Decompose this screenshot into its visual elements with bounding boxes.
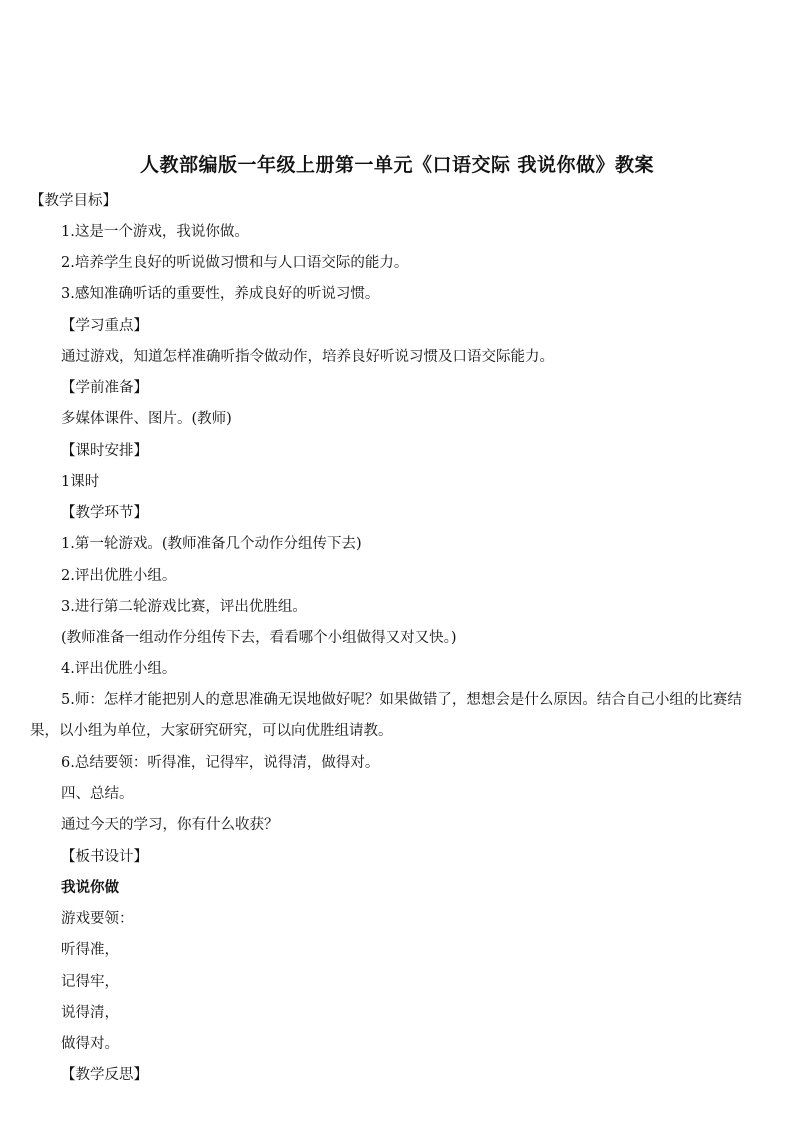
- board-line-2: 听得准，: [61, 942, 119, 958]
- step-item-6: 6.总结要领：听得准，记得牢，说得清，做得对。: [61, 755, 380, 771]
- preparation-text: 多媒体课件、图片。(教师): [61, 411, 232, 427]
- learning-focus-text: 通过游戏，知道怎样准确听指令做动作，培养良好听说习惯及口语交际能力。: [61, 349, 554, 365]
- board-line-3: 记得牢，: [61, 974, 119, 990]
- heading-summary: 四、总结。: [61, 786, 134, 802]
- summary-text: 通过今天的学习，你有什么收获？: [61, 817, 279, 833]
- document-title: 人教部编版一年级上册第一单元《口语交际 我说你做》教案: [139, 154, 655, 176]
- class-hours-text: 1课时: [61, 474, 100, 490]
- goal-item-2: 2.培养学生良好的听说做习惯和与人口语交际的能力。: [61, 255, 409, 271]
- goal-item-1: 1.这是一个游戏，我说你做。: [61, 224, 249, 240]
- board-line-1: 游戏要领：: [61, 911, 134, 927]
- heading-teaching-reflection: 【教学反思】: [61, 1067, 148, 1083]
- step-item-3-note: (教师准备一组动作分组传下去，看看哪个小组做得又对又快。): [61, 630, 457, 646]
- heading-class-hours: 【课时安排】: [61, 443, 148, 459]
- heading-teaching-goals: 【教学目标】: [30, 193, 117, 209]
- board-title: 我说你做: [61, 879, 119, 896]
- heading-board-design: 【板书设计】: [61, 849, 148, 865]
- step-item-4: 4.评出优胜小组。: [61, 661, 177, 677]
- board-line-4: 说得清，: [61, 1005, 119, 1021]
- step-item-1: 1.第一轮游戏。(教师准备几个动作分组传下去): [61, 536, 362, 552]
- heading-preparation: 【学前准备】: [61, 380, 148, 396]
- board-line-5: 做得对。: [61, 1036, 119, 1052]
- heading-learning-focus: 【学习重点】: [61, 318, 148, 334]
- step-item-5: 5.师：怎样才能把别人的意思准确无误地做好呢？如果做错了，想想会是什么原因。结合自己小组的比赛结果，以小组为单位，大家研究研究，可以向优胜组请教。: [30, 692, 742, 739]
- heading-teaching-steps: 【教学环节】: [61, 505, 148, 521]
- goal-item-3: 3.感知准确听话的重要性，养成良好的听说习惯。: [61, 286, 380, 302]
- step-item-3: 3.进行第二轮游戏比赛，评出优胜组。: [61, 599, 307, 615]
- step-item-2: 2.评出优胜小组。: [61, 568, 177, 584]
